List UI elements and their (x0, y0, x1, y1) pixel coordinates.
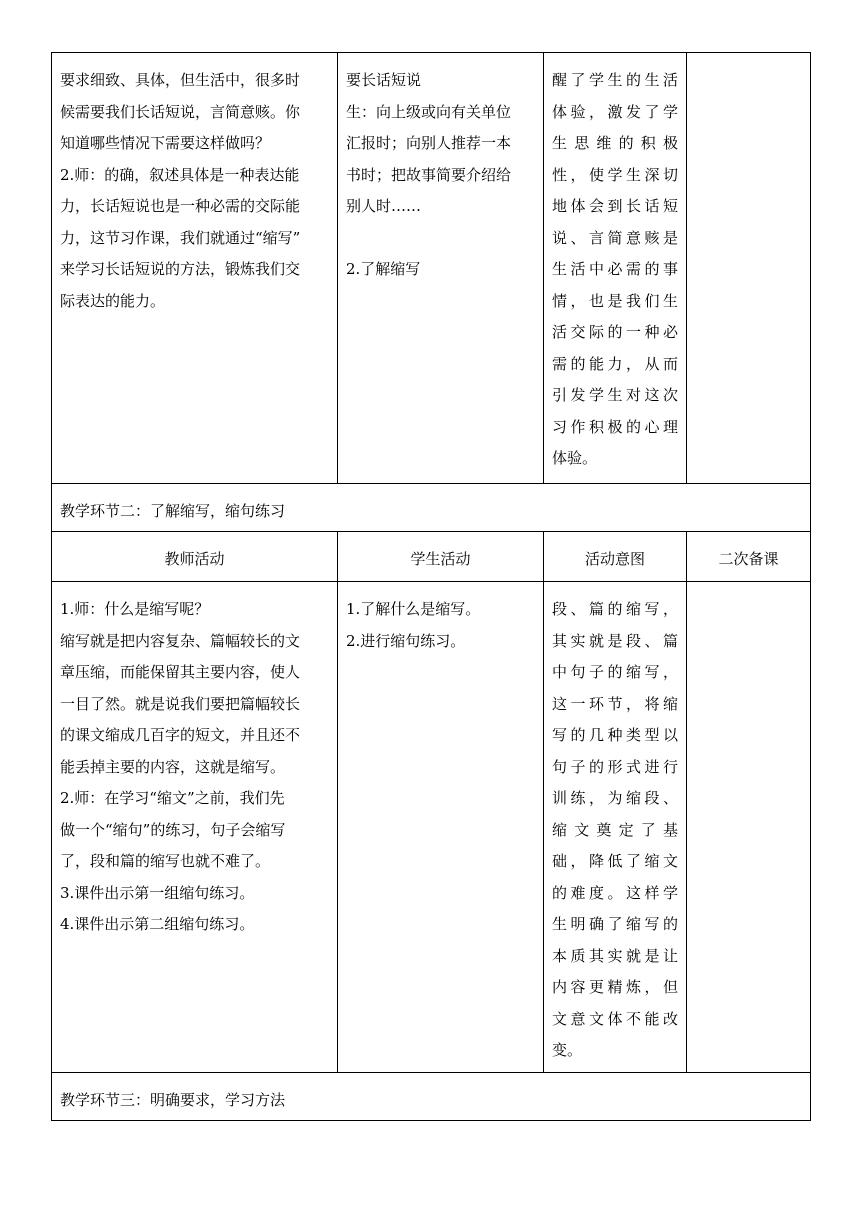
teacher-activity-cell (52, 582, 338, 1073)
section-heading: 教学环节三：明确要求，学习方法 (52, 1073, 811, 1121)
text-line: 知道哪些情况下需要这样做吗？ (60, 134, 271, 152)
text-line: 这一环节，将缩 (552, 694, 678, 713)
text-line: 汇报时；向别人推荐一本 (346, 134, 512, 152)
text-line: 中句子的缩写， (552, 663, 678, 681)
text-line: 力，长话短说也是一种必需的交际能 (60, 197, 301, 215)
table-row (52, 1073, 811, 1121)
text-line: 引发学生对这次 (552, 386, 678, 404)
student-activity-cell (338, 582, 544, 1073)
teacher-activity-cell (52, 53, 338, 484)
text-line: 候需要我们长话短说，言简意赅。你 (60, 102, 301, 121)
column-header-intent: 活动意图 (544, 532, 687, 582)
text-line: 2.了解缩写 (346, 260, 421, 278)
text-line: 写的几种类型以 (552, 726, 678, 744)
second-prep-cell (687, 53, 811, 484)
text-line: 文意文体不能改 (552, 1009, 678, 1028)
text-line: 2.师：的确，叙述具体是一种表达能 (60, 165, 300, 184)
text-line: 别人时…… (346, 197, 422, 215)
text-line: 段、篇的缩写， (552, 600, 678, 618)
column-header-teacher: 教师活动 (52, 532, 338, 582)
text-line: 体验。 (552, 449, 598, 467)
text-line: 本质其实就是让 (552, 946, 678, 965)
text-line: 训练，为缩段、 (552, 789, 678, 807)
text-line: 其实就是段、篇 (552, 631, 678, 650)
text-line: 缩写就是把内容复杂、篇幅较长的文 (60, 631, 301, 650)
second-prep-cell (687, 582, 811, 1073)
text-line: 习作积极的心理 (552, 417, 678, 436)
text-line: 内容更精炼，但 (552, 978, 678, 996)
text-line: 书时；把故事简要介绍给 (346, 165, 512, 184)
table-row (52, 484, 811, 532)
text-line: 能丢掉主要的内容，这就是缩写。 (60, 757, 286, 776)
text-line: 的难度。这样学 (552, 883, 678, 902)
text-line: 生：向上级或向有关单位 (346, 102, 512, 121)
table-header-row (52, 532, 811, 582)
activity-intent-cell (544, 582, 687, 1073)
text-line: 需的能力，从而 (552, 354, 678, 373)
text-line: 句子的形式进行 (552, 757, 678, 776)
text-line: 要长话短说 (346, 71, 422, 89)
text-line: 情，也是我们生 (552, 291, 678, 310)
text-line: 生活中必需的事 (552, 260, 678, 278)
text-line: 变。 (552, 1041, 583, 1059)
text-line: 性，使学生深切 (552, 165, 678, 184)
table-row (52, 53, 811, 484)
text-line: 4.课件出示第二组缩句练习。 (60, 915, 255, 933)
activity-intent-cell (544, 53, 687, 484)
text-line: 做一个“缩句”的练习，句子会缩写 (60, 820, 286, 839)
text-line: 醒了学生的生活 (552, 71, 678, 89)
text-line: 生明确了缩写的 (552, 915, 678, 933)
column-header-student: 学生活动 (338, 532, 544, 582)
text-line: 力，这节习作课，我们就通过“缩写” (60, 228, 301, 247)
text-line: 一目了然。就是说我们要把篇幅较长 (60, 694, 301, 713)
student-activity-cell (338, 53, 544, 484)
text-line: 了，段和篇的缩写也就不难了。 (60, 852, 271, 870)
column-header-prep: 二次备课 (687, 532, 811, 582)
blank-line (346, 223, 535, 255)
text-line: 体验，激发了学 (552, 102, 678, 121)
section-heading: 教学环节二：了解缩写，缩句练习 (52, 484, 811, 532)
text-line: 地体会到长话短 (552, 197, 678, 215)
text-line: 要求细致、具体，但生活中，很多时 (60, 71, 301, 89)
text-line: 缩文奠定了基 (552, 820, 678, 839)
text-line: 生思维的积极 (552, 134, 678, 152)
text-line: 的课文缩成几百字的短文，并且还不 (60, 726, 301, 744)
lesson-plan-table (51, 52, 811, 1121)
text-line: 3.课件出示第一组缩句练习。 (60, 883, 255, 902)
text-line: 1.了解什么是缩写。 (346, 600, 481, 618)
text-line: 际表达的能力。 (60, 291, 166, 310)
text-line: 2.师：在学习“缩文”之前，我们先 (60, 789, 285, 807)
text-line: 说、言简意赅是 (552, 228, 678, 247)
text-line: 章压缩，而能保留其主要内容，使人 (60, 663, 301, 681)
text-line: 2.进行缩句练习。 (346, 631, 466, 650)
text-line: 础，降低了缩文 (552, 852, 678, 870)
text-line: 活交际的一种必 (552, 323, 678, 341)
table-row (52, 582, 811, 1073)
text-line: 来学习长话短说的方法，锻炼我们交 (60, 260, 301, 278)
text-line: 1.师：什么是缩写呢？ (60, 600, 210, 618)
